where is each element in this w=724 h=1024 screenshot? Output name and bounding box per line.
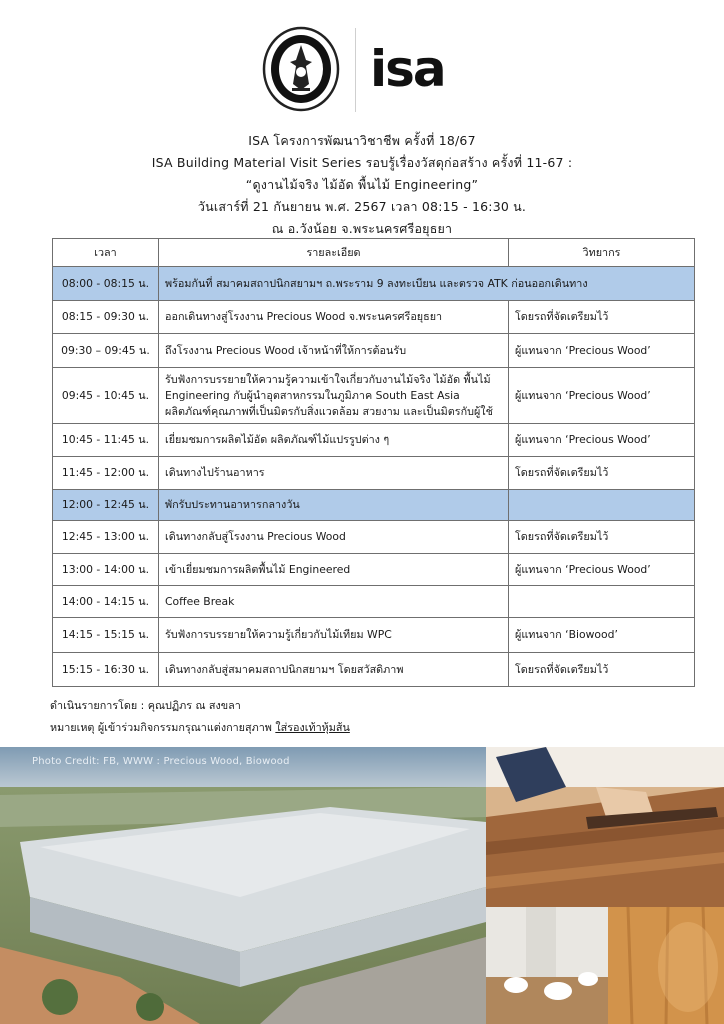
header-speaker: วิทยากร (509, 239, 695, 267)
row-detail: เข้าเยี่ยมชมการผลิตพื้นไม้ Engineered (159, 554, 509, 586)
row-detail: พร้อมกันที่ สมาคมสถาปนิกสยามฯ ถ.พระราม 9 ลงทะเบียน และตรวจ ATK ก่อนออกเดินทาง (159, 267, 695, 301)
event-header (0, 130, 724, 240)
table-row (53, 618, 695, 653)
row-speaker: โดยรถที่จัดเตรียมไว้ (509, 521, 695, 554)
row-speaker: ผู้แทนจาก ‘Precious Wood’ (509, 334, 695, 368)
header-line-theme: “ดูงานไม้จริง ไม้อัด พื้นไม้ Engineering” (245, 177, 479, 192)
table-row (53, 368, 695, 424)
row-time: 14:00 - 14:15 น. (53, 586, 159, 618)
row-time: 14:15 - 15:15 น. (53, 618, 159, 653)
row-time: 12:45 - 13:00 น. (53, 521, 159, 554)
table-row (53, 554, 695, 586)
isa-logo (370, 38, 464, 98)
table-row (53, 490, 695, 521)
table-row (53, 267, 695, 301)
row-detail: เดินทางกลับสู่สมาคมสถาปนิกสยามฯ โดยสวัสดิภาพ (159, 653, 509, 687)
remark-text: หมายเหตุ ผู้เข้าร่วมกิจกรรมกรุณาแต่งกายสุภาพ (50, 721, 272, 734)
table-row (53, 586, 695, 618)
row-detail: รับฟังการบรรยายให้ความรู้เกี่ยวกับไม้เทียม WPC (159, 618, 509, 653)
row-detail: เดินทางกลับสู่โรงงาน Precious Wood (159, 521, 509, 554)
row-detail: Coffee Break (159, 586, 509, 618)
row-speaker: ผู้แทนจาก ‘Precious Wood’ (509, 368, 695, 424)
row-speaker: ผู้แทนจาก ‘Precious Wood’ (509, 554, 695, 586)
row-speaker (509, 586, 695, 618)
row-detail: ออกเดินทางสู่โรงงาน Precious Wood จ.พระนครศรีอยุธยา (159, 301, 509, 334)
logo-header (262, 26, 472, 116)
header-line-location: ณ อ.วังน้อย จ.พระนครศรีอยุธยา (271, 221, 453, 236)
row-speaker: ผู้แทนจาก ‘Precious Wood’ (509, 424, 695, 457)
row-detail: เยี่ยมชมการผลิตไม้อัด ผลิตภัณฑ์ไม้แปรรูปต่าง ๆ (159, 424, 509, 457)
row-time: 10:45 - 11:45 น. (53, 424, 159, 457)
row-time: 11:45 - 12:00 น. (53, 457, 159, 490)
header-line-project: ISA โครงการพัฒนาวิชาชีพ ครั้งที่ 18/67 (248, 133, 476, 148)
wood-wall-photo (608, 907, 724, 1024)
host-note: ดำเนินรายการโดย : คุณปฏิภร ณ สงขลา (50, 699, 241, 712)
logo-divider (355, 28, 356, 112)
row-time: 08:15 - 09:30 น. (53, 301, 159, 334)
row-time: 15:15 - 16:30 น. (53, 653, 159, 687)
schedule-table (52, 238, 695, 687)
header-detail: รายละเอียด (159, 239, 509, 267)
row-time: 09:45 - 10:45 น. (53, 368, 159, 424)
table-row (53, 301, 695, 334)
row-detail: พักรับประทานอาหารกลางวัน (159, 490, 509, 521)
header-time: เวลา (53, 239, 159, 267)
remark-note (50, 717, 350, 739)
floor-installation-photo (486, 747, 724, 907)
row-detail: ถึงโรงงาน Precious Wood เจ้าหน้าที่ให้การต้อนรับ (159, 334, 509, 368)
photo-credit: Photo Credit: FB, WWW : Precious Wood, Biowood (32, 756, 290, 767)
row-speaker: โดยรถที่จัดเตรียมไว้ (509, 301, 695, 334)
asa-seal-logo (262, 26, 340, 112)
isa-logo-text: isa (370, 40, 445, 98)
table-row (53, 521, 695, 554)
row-speaker: ผู้แทนจาก ‘Biowood’ (509, 618, 695, 653)
header-line-series: ISA Building Material Visit Series รอบรู้เรื่องวัสดุก่อสร้าง ครั้งที่ 11-67 : (151, 155, 573, 170)
row-time: 12:00 - 12:45 น. (53, 490, 159, 521)
table-header-row (53, 239, 695, 267)
table-row (53, 653, 695, 687)
row-speaker: โดยรถที่จัดเตรียมไว้ (509, 653, 695, 687)
factory-aerial-photo (0, 747, 486, 1024)
row-detail: เดินทางไปร้านอาหาร (159, 457, 509, 490)
row-speaker (509, 490, 695, 521)
table-row (53, 334, 695, 368)
remark-underlined: ใส่รองเท้าหุ้มส้น (275, 721, 350, 734)
notes (50, 695, 350, 739)
row-time: 08:00 - 08:15 น. (53, 267, 159, 301)
table-row (53, 457, 695, 490)
interior-room-photo (486, 907, 608, 1024)
row-speaker: โดยรถที่จัดเตรียมไว้ (509, 457, 695, 490)
table-row (53, 424, 695, 457)
header-line-date: วันเสาร์ที่ 21 กันยายน พ.ศ. 2567 เวลา 08:15 - 16:30 น. (197, 199, 527, 214)
row-time: 13:00 - 14:00 น. (53, 554, 159, 586)
row-time: 09:30 – 09:45 น. (53, 334, 159, 368)
row-detail: รับฟังการบรรยายให้ความรู้ความเข้าใจเกี่ยวกับงานไม้จริง ไม้อัด พื้นไม้ Engineering กับผู้นำอุตสาหกรรมในภูมิภาค South East Asia ผลิตภัณฑ์คุณภาพที่เป็นมิตรกับสิ่งแวดล้อม สวยงาม และเป็นมิตรกับผู้ใช้ (159, 368, 509, 424)
